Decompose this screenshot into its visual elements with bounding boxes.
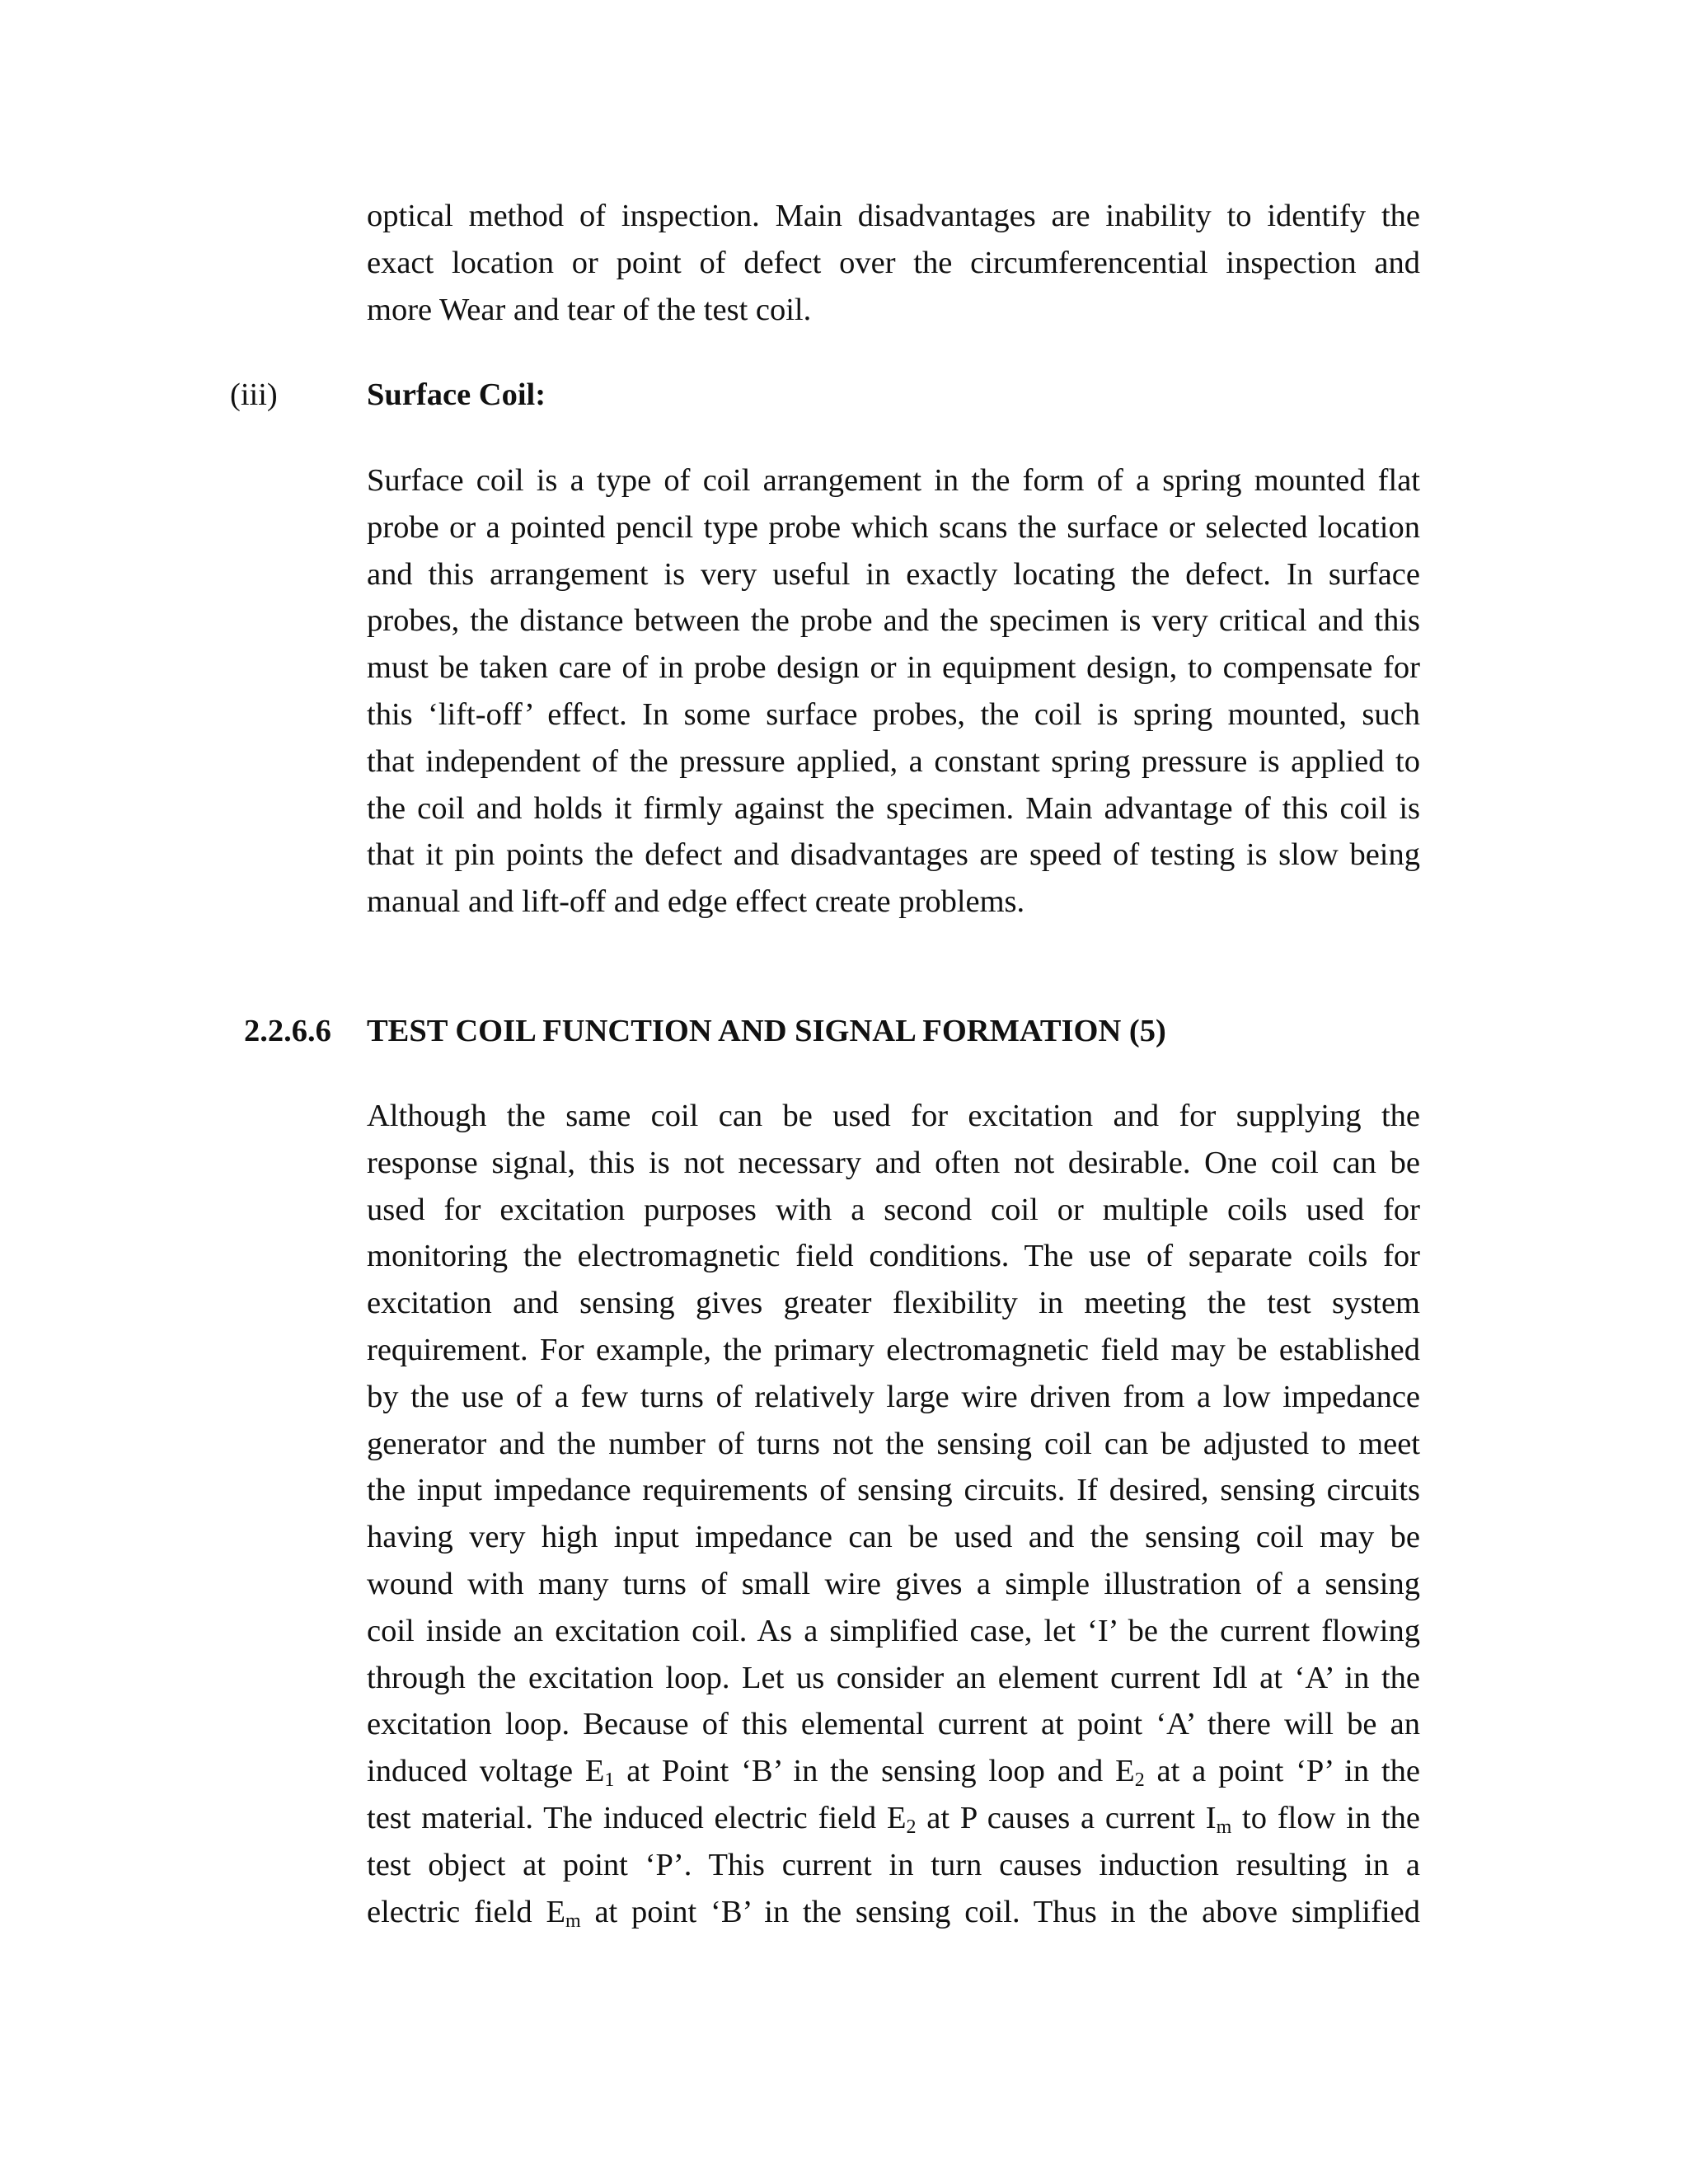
text-line: this ‘lift-off’ effect. In some surface probes, the coil is spring mounted, such bbox=[367, 696, 1420, 732]
text-line-with-subscripts bbox=[367, 1889, 1420, 1936]
subscript: m bbox=[1216, 1816, 1232, 1838]
text-line: the input impedance requirements of sensing circuits. If desired, sensing circuits bbox=[367, 1473, 1420, 1508]
text-line: by the use of a few turns of relatively large wire driven from a low impedance bbox=[367, 1379, 1420, 1414]
subscript: 1 bbox=[604, 1769, 615, 1792]
section-heading: Surface Coil: bbox=[367, 377, 546, 412]
text-line: requirement. For example, the primary electromagnetic field may be established bbox=[367, 1332, 1420, 1367]
text-fragment: at Point ‘B’ in the sensing loop and E bbox=[614, 1754, 1135, 1789]
text-line: having very high input impedance can be used and the sensing coil may be bbox=[367, 1520, 1420, 1555]
text-line: through the excitation loop. Let us consider an element current Idl at ‘A’ in the bbox=[367, 1660, 1420, 1695]
text-line: Although the same coil can be used for excitation and for supplying the bbox=[367, 1099, 1420, 1133]
text-fragment: induced voltage E bbox=[367, 1754, 605, 1789]
text-line: exact location or point of defect over the circumferencential inspection and bbox=[367, 245, 1420, 280]
text-line: monitoring the electromagnetic field conditions. The use of separate coils for bbox=[367, 1239, 1420, 1274]
text-line: must be taken care of in probe design or in equipment design, to compensate for bbox=[367, 650, 1420, 686]
surface-coil-paragraph bbox=[367, 457, 1420, 926]
text-line-with-subscripts bbox=[367, 1795, 1420, 1842]
text-fragment: at a point ‘P’ in the bbox=[1144, 1754, 1420, 1789]
text-line: response signal, this is not necessary and often not desirable. One coil can be bbox=[367, 1145, 1420, 1180]
text-fragment: at point ‘B’ in the sensing coil. Thus in the above simplified bbox=[580, 1894, 1420, 1929]
test-coil-paragraph bbox=[367, 1093, 1420, 1935]
subscript: m bbox=[565, 1910, 581, 1932]
text-line: probes, the distance between the probe and the specimen is very critical and this bbox=[367, 603, 1420, 639]
text-fragment: to flow in the bbox=[1231, 1800, 1421, 1835]
section-heading: TEST COIL FUNCTION AND SIGNAL FORMATION (5) bbox=[367, 1014, 1166, 1048]
text-line: Surface coil is a type of coil arrangement in the form of a spring mounted flat bbox=[367, 463, 1420, 498]
text-line: used for excitation purposes with a second coil or multiple coils used for bbox=[367, 1192, 1420, 1227]
text-line: coil inside an excitation coil. As a simplified case, let ‘I’ be the current flowing bbox=[367, 1613, 1420, 1648]
section-number: 2.2.6.6 bbox=[244, 1014, 331, 1048]
text-line: the coil and holds it firmly against the specimen. Main advantage of this coil is bbox=[367, 790, 1420, 826]
text-line: wound with many turns of small wire gives a simple illustration of a sensing bbox=[367, 1566, 1420, 1601]
text-line: and this arrangement is very useful in exactly locating the defect. In surface bbox=[367, 556, 1420, 592]
list-marker: (iii) bbox=[230, 377, 278, 412]
text-line: excitation and sensing gives greater flexibility in meeting the test system bbox=[367, 1286, 1420, 1321]
text-fragment: electric field E bbox=[367, 1894, 565, 1929]
text-fragment: at P causes a current I bbox=[916, 1800, 1217, 1835]
text-line: test object at point ‘P’. This current in turn causes induction resulting in a bbox=[367, 1847, 1420, 1882]
text-line: optical method of inspection. Main disadvantages are inability to identify the bbox=[367, 199, 1420, 233]
intro-paragraph bbox=[367, 193, 1420, 333]
text-line: probe or a pointed pencil type probe which scans the surface or selected location bbox=[367, 509, 1420, 545]
text-line: manual and lift-off and edge effect create problems. bbox=[367, 884, 1025, 920]
text-fragment: test material. The induced electric field E bbox=[367, 1800, 907, 1835]
text-line: more Wear and tear of the test coil. bbox=[367, 292, 812, 327]
subscript: 2 bbox=[1134, 1769, 1145, 1792]
text-line: that it pin points the defect and disadvantages are speed of testing is slow being bbox=[367, 837, 1420, 873]
text-line: generator and the number of turns not the sensing coil can be adjusted to meet bbox=[367, 1426, 1420, 1461]
text-line-with-subscripts bbox=[367, 1748, 1420, 1795]
text-line: excitation loop. Because of this elemental current at point ‘A’ there will be an bbox=[367, 1707, 1420, 1742]
text-line: that independent of the pressure applied, a constant spring pressure is applied to bbox=[367, 743, 1420, 779]
subscript: 2 bbox=[906, 1816, 917, 1838]
